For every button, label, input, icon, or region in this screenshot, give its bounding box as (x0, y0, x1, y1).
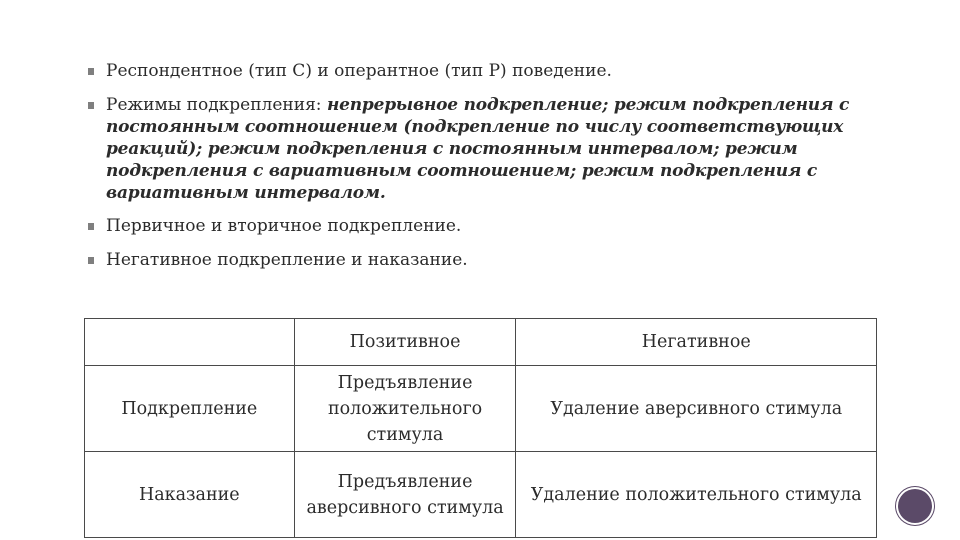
table-cell: Удаление аверсивного стимула (516, 366, 877, 452)
bullet-item (88, 249, 878, 271)
bullet-text: Первичное и вторичное подкрепление. (106, 216, 462, 236)
table-header-row (85, 319, 877, 366)
table-row-label: Наказание (85, 452, 295, 538)
square-bullet-icon (88, 223, 94, 230)
bullet-item (88, 215, 878, 237)
bullet-item (88, 94, 878, 204)
table-cell: Предъявление положительного стимула (294, 366, 516, 452)
table-cell: Удаление положительного стимула (516, 452, 877, 538)
table-header-cell: Позитивное (294, 319, 516, 366)
table-header-cell-empty (85, 319, 295, 366)
table-row (85, 366, 877, 452)
bullet-text: Респондентное (тип С) и оперантное (тип Р) поведение. (106, 61, 612, 81)
square-bullet-icon (88, 102, 94, 109)
bullet-text: Режимы подкрепления: (106, 95, 327, 115)
reinforcement-table (84, 318, 877, 538)
bullet-list (88, 60, 878, 283)
table-header-cell: Негативное (516, 319, 877, 366)
bullet-item (88, 60, 878, 82)
table-cell: Предъявление аверсивного стимула (294, 452, 516, 538)
table-row-label: Подкрепление (85, 366, 295, 452)
square-bullet-icon (88, 257, 94, 264)
slide-number-circle-icon (898, 489, 932, 523)
square-bullet-icon (88, 68, 94, 75)
bullet-text: Негативное подкрепление и наказание. (106, 250, 468, 270)
table-row (85, 452, 877, 538)
bullet-emphasis-text: непрерывное подкрепление; режим подкрепления с постоянным соотношением (подкрепление по числу соответствующих реакций); режим подкрепления с постоянным интервалом; режим подкрепления с вариативным соотношением; режим подкрепления с вариативным интервалом. (106, 95, 850, 203)
